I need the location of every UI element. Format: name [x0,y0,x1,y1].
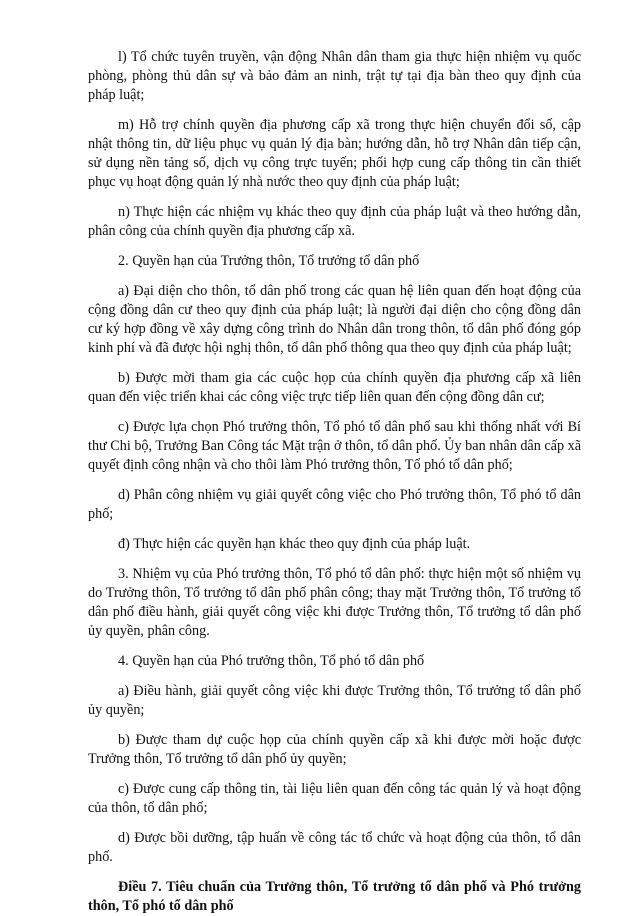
paragraph-4b: b) Được tham dự cuộc họp của chính quyền cấp xã khi được mời hoặc được Trưởng thôn, Tổ trưởng tổ dân phố ủy quyền; [88,732,581,767]
paragraph-4a: a) Điều hành, giải quyết công việc khi được Trưởng thôn, Tổ trưởng tổ dân phố ủy quyền; [88,683,581,718]
paragraph-2a: a) Đại diện cho thôn, tổ dân phố trong các quan hệ liên quan đến hoạt động của cộng đồng dân cư theo quy định của pháp luật; là người đại diện cho cộng đồng dân cư ký hợp đồng về xây dựng công trình do Nhân dân trong thôn, tổ dân phố đóng góp kinh phí và đã được hội nghị thôn, tổ dân phố thông qua theo quy định của pháp luật; [88,283,581,356]
article-7-heading: Điều 7. Tiêu chuẩn của Trưởng thôn, Tổ trưởng tổ dân phố và Phó trưởng thôn, Tổ phó tổ dân phố [88,879,581,914]
paragraph-n: n) Thực hiện các nhiệm vụ khác theo quy định của pháp luật và theo hướng dẫn, phân công của chính quyền địa phương cấp xã. [88,204,581,239]
section-4-heading: 4. Quyền hạn của Phó trưởng thôn, Tổ phó tổ dân phố [118,653,425,669]
paragraph-2b: b) Được mời tham gia các cuộc họp của chính quyền địa phương cấp xã liên quan đến việc triển khai các công việc trực tiếp liên quan đến cộng đồng dân cư; [88,370,581,405]
paragraph-2dd: đ) Thực hiện các quyền hạn khác theo quy định của pháp luật. [118,536,471,552]
paragraph-2d: d) Phân công nhiệm vụ giải quyết công việc cho Phó trưởng thôn, Tổ phó tổ dân phố; [88,487,581,522]
paragraph-4d: d) Được bồi dưỡng, tập huấn về công tác tổ chức và hoạt động của thôn, tổ dân phố. [88,830,581,865]
section-3-paragraph: 3. Nhiệm vụ của Phó trưởng thôn, Tổ phó tổ dân phố: thực hiện một số nhiệm vụ do Trưởng thôn, Tổ trưởng tổ dân phố phân công; thay mặt Trưởng thôn, Tổ trưởng tổ dân phố điều hành, giải quyết công việc khi được Trưởng thôn, Tổ trưởng tổ dân phố ủy quyền, phân công. [88,566,581,639]
paragraph-l: l) Tổ chức tuyên truyền, vận động Nhân dân tham gia thực hiện nhiệm vụ quốc phòng, phòng thủ dân sự và bảo đảm an ninh, trật tự tại địa bàn theo quy định của pháp luật; [88,49,581,103]
paragraph-m: m) Hỗ trợ chính quyền địa phương cấp xã trong thực hiện chuyển đổi số, cập nhật thông tin, dữ liệu phục vụ quản lý địa bàn; hướng dẫn, hỗ trợ Nhân dân tiếp cận, sử dụng nền tảng số, dịch vụ công trực tuyến; phối hợp cung cấp thông tin cần thiết phục vụ hoạt động quản lý nhà nước theo quy định của pháp luật; [88,117,581,190]
section-2-heading: 2. Quyền hạn của Trưởng thôn, Tổ trưởng tổ dân phố [118,253,420,269]
paragraph-4c: c) Được cung cấp thông tin, tài liệu liên quan đến công tác quản lý và hoạt động của thôn, tổ dân phố; [88,781,581,816]
paragraph-2c: c) Được lựa chọn Phó trưởng thôn, Tổ phó tổ dân phố sau khi thống nhất với Bí thư Chi bộ, Trưởng Ban Công tác Mặt trận ở thôn, tổ dân phố. Ủy ban nhân dân cấp xã quyết định công nhận và cho thôi làm Phó trưởng thôn, Tổ phó tổ dân phố; [88,419,581,473]
